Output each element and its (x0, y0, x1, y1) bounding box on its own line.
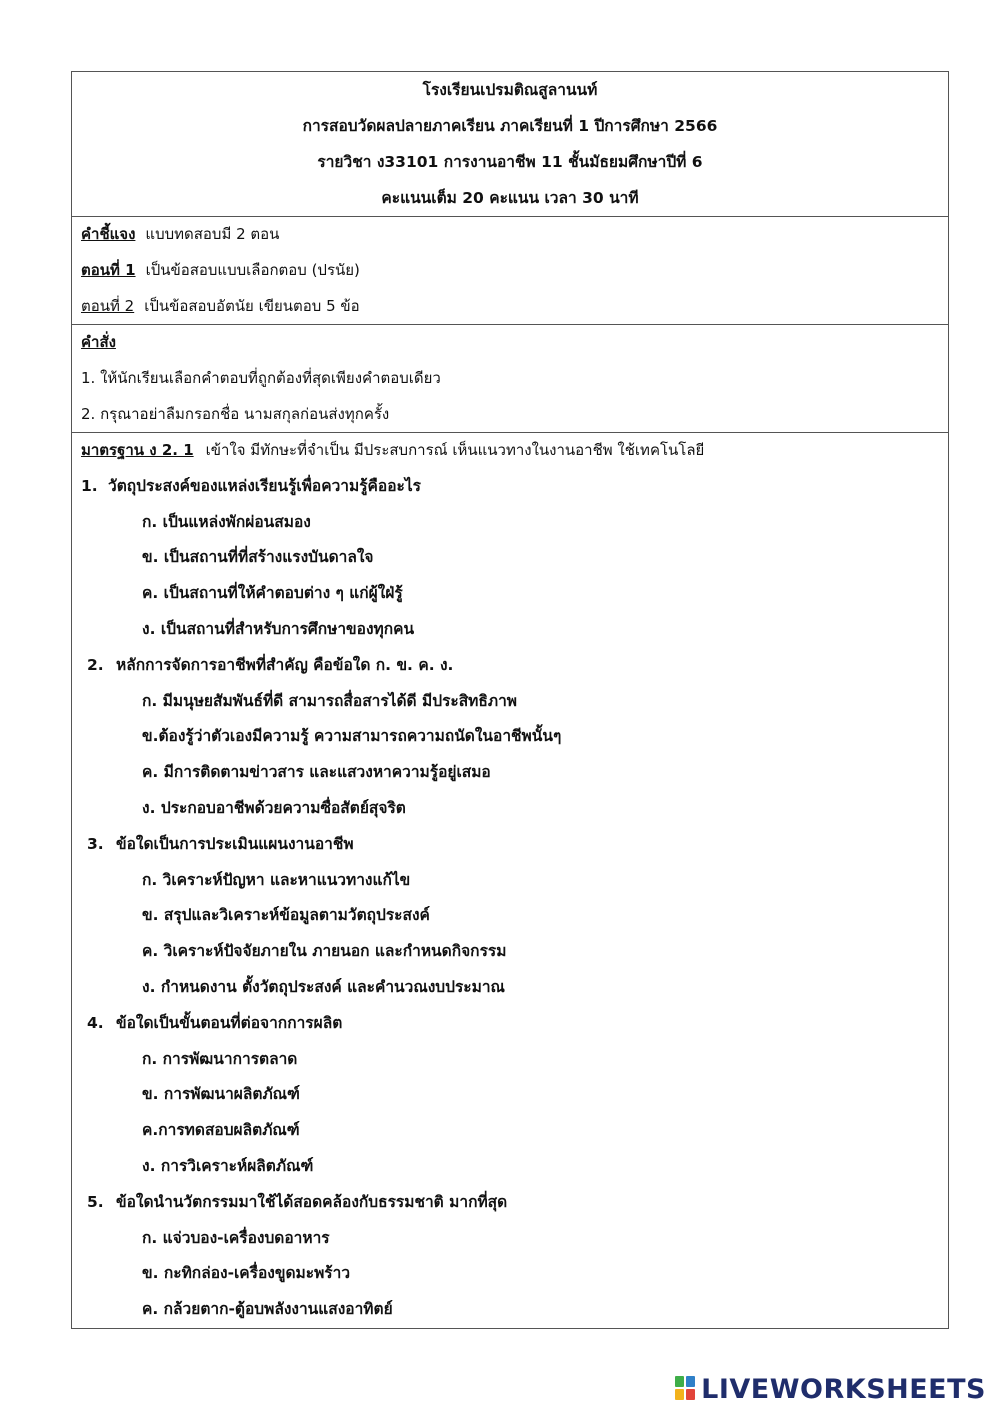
orders-section (72, 325, 948, 433)
question-text: หลักการจัดการอาชีพที่สำคัญ คือข้อใด ก. ข. ค. ง. (116, 655, 454, 674)
part2-row (72, 289, 948, 325)
standard-label: มาตรฐาน ง 2. 1 (81, 441, 194, 459)
school-name: โรงเรียนเปรมติณสูลานนท์ (422, 81, 598, 99)
choice-option[interactable]: ง. ประกอบอาชีพด้วยความซื่อสัตย์สุจริต (142, 798, 406, 817)
score-time: คะแนนเต็ม 20 คะแนน เวลา 30 นาที (381, 189, 639, 207)
choice-option[interactable]: ก. มีมนุษยสัมพันธ์ที่ดี สามารถสื่อสารได้ดี มีประสิทธิภาพ (142, 691, 517, 710)
liveworksheets-logo (675, 1374, 986, 1404)
question-number: 2. (87, 655, 104, 674)
part2-label: ตอนที่ 2 (81, 296, 135, 315)
question-number: 5. (87, 1192, 104, 1211)
question-text: ข้อใดนำนวัตกรรมมาใช้ได้สอดคล้องกับธรรมชาติ มากที่สุด (116, 1192, 508, 1211)
orders-title-row (72, 325, 948, 361)
question-text: วัตถุประสงค์ของแหล่งเรียนรู้เพื่อความรู้คืออะไร (108, 476, 421, 495)
exam-title: การสอบวัดผลปลายภาคเรียน ภาคเรียนที่ 1 ปีการศึกษา 2566 (302, 117, 718, 135)
question-number: 4. (87, 1013, 104, 1032)
choice-option[interactable]: ง. กำหนดงาน ตั้งวัตถุประสงค์ และคำนวณงบประมาณ (142, 977, 505, 996)
question-1 (72, 469, 948, 505)
question-5 (72, 1185, 948, 1221)
question-3 (72, 827, 948, 863)
questions-section (72, 433, 948, 1328)
question-number: 3. (87, 834, 104, 853)
subject-line: รายวิชา ง33101 การงานอาชีพ 11 ชั้นมัธยมศึกษาปีที่ 6 (317, 153, 703, 171)
description-row (72, 217, 948, 253)
description-text: แบบทดสอบมี 2 ตอน (145, 225, 280, 243)
liveworksheets-logo-icon (675, 1376, 697, 1402)
choice-option[interactable]: ค. เป็นสถานที่ให้คำตอบต่าง ๆ แก่ผู้ใฝ่รู้ (142, 584, 403, 603)
choice-option[interactable]: ก. การพัฒนาการตลาด (142, 1049, 298, 1068)
description-section (72, 217, 948, 325)
part1-row (72, 253, 948, 289)
standard-text: เข้าใจ มีทักษะที่จำเป็น มีประสบการณ์ เห็นแนวทางในงานอาชีพ ใช้เทคโนโลยี (205, 441, 705, 459)
question-number: 1. (81, 476, 98, 495)
exam-header (72, 72, 948, 217)
description-label: คำชี้แจง (81, 225, 136, 243)
question-4 (72, 1006, 948, 1042)
question-text: ข้อใดเป็นขั้นตอนที่ต่อจากการผลิต (116, 1013, 343, 1032)
choice-option[interactable]: ข. กะทิกล่อง-เครื่องขูดมะพร้าว (142, 1264, 351, 1283)
choice-option[interactable]: ข. การพัฒนาผลิตภัณฑ์ (142, 1085, 300, 1104)
choice-option[interactable]: ง. การวิเคราะห์ผลิตภัณฑ์ (142, 1156, 314, 1175)
brand-name: LIVEWORKSHEETS (701, 1373, 986, 1405)
choice-option[interactable]: ง. เป็นสถานที่สำหรับการศึกษาของทุกคน (142, 619, 415, 638)
choice-option[interactable]: ข. สรุปและวิเคราะห์ข้อมูลตามวัตถุประสงค์ (142, 906, 430, 925)
part2-text: เป็นข้อสอบอัตนัย เขียนตอบ 5 ข้อ (144, 296, 360, 315)
choice-option[interactable]: ค. วิเคราะห์ปัจจัยภายใน ภายนอก และกำหนดกิจกรรม (142, 942, 507, 961)
question-2 (72, 648, 948, 684)
question-text: ข้อใดเป็นการประเมินแผนงานอาชีพ (116, 834, 354, 853)
order-item: 2. กรุณาอย่าลืมกรอกชื่อ นามสกุลก่อนส่งทุกครั้ง (81, 404, 390, 423)
exam-sheet (71, 71, 949, 1329)
choice-option[interactable]: ก. เป็นแหล่งพักผ่อนสมอง (142, 512, 311, 531)
standard-row (72, 433, 948, 469)
choice-option[interactable]: ค. มีการติดตามข่าวสาร และแสวงหาความรู้อยู่เสมอ (142, 763, 491, 782)
choice-option[interactable]: ค. กล้วยตาก-ตู้อบพลังงานแสงอาทิตย์ (142, 1300, 393, 1319)
choice-option[interactable]: ก. แจ่วบอง-เครื่องบดอาหาร (142, 1228, 330, 1247)
choice-option[interactable]: ข.ต้องรู้ว่าตัวเองมีความรู้ ความสามารถความถนัดในอาชีพนั้นๆ (142, 727, 562, 746)
part1-text: เป็นข้อสอบแบบเลือกตอบ (ปรนัย) (145, 260, 360, 279)
order-item: 1. ให้นักเรียนเลือกคำตอบที่ถูกต้องที่สุดเพียงคำตอบเดียว (81, 368, 441, 387)
part1-label: ตอนที่ 1 (81, 260, 136, 279)
choice-option[interactable]: ก. วิเคราะห์ปัญหา และหาแนวทางแก้ไข (142, 870, 411, 889)
choice-option[interactable]: ข. เป็นสถานที่ที่สร้างแรงบันดาลใจ (142, 548, 374, 567)
choice-option[interactable]: ค.การทดสอบผลิตภัณฑ์ (142, 1121, 300, 1140)
orders-label: คำสั่ง (81, 333, 116, 351)
